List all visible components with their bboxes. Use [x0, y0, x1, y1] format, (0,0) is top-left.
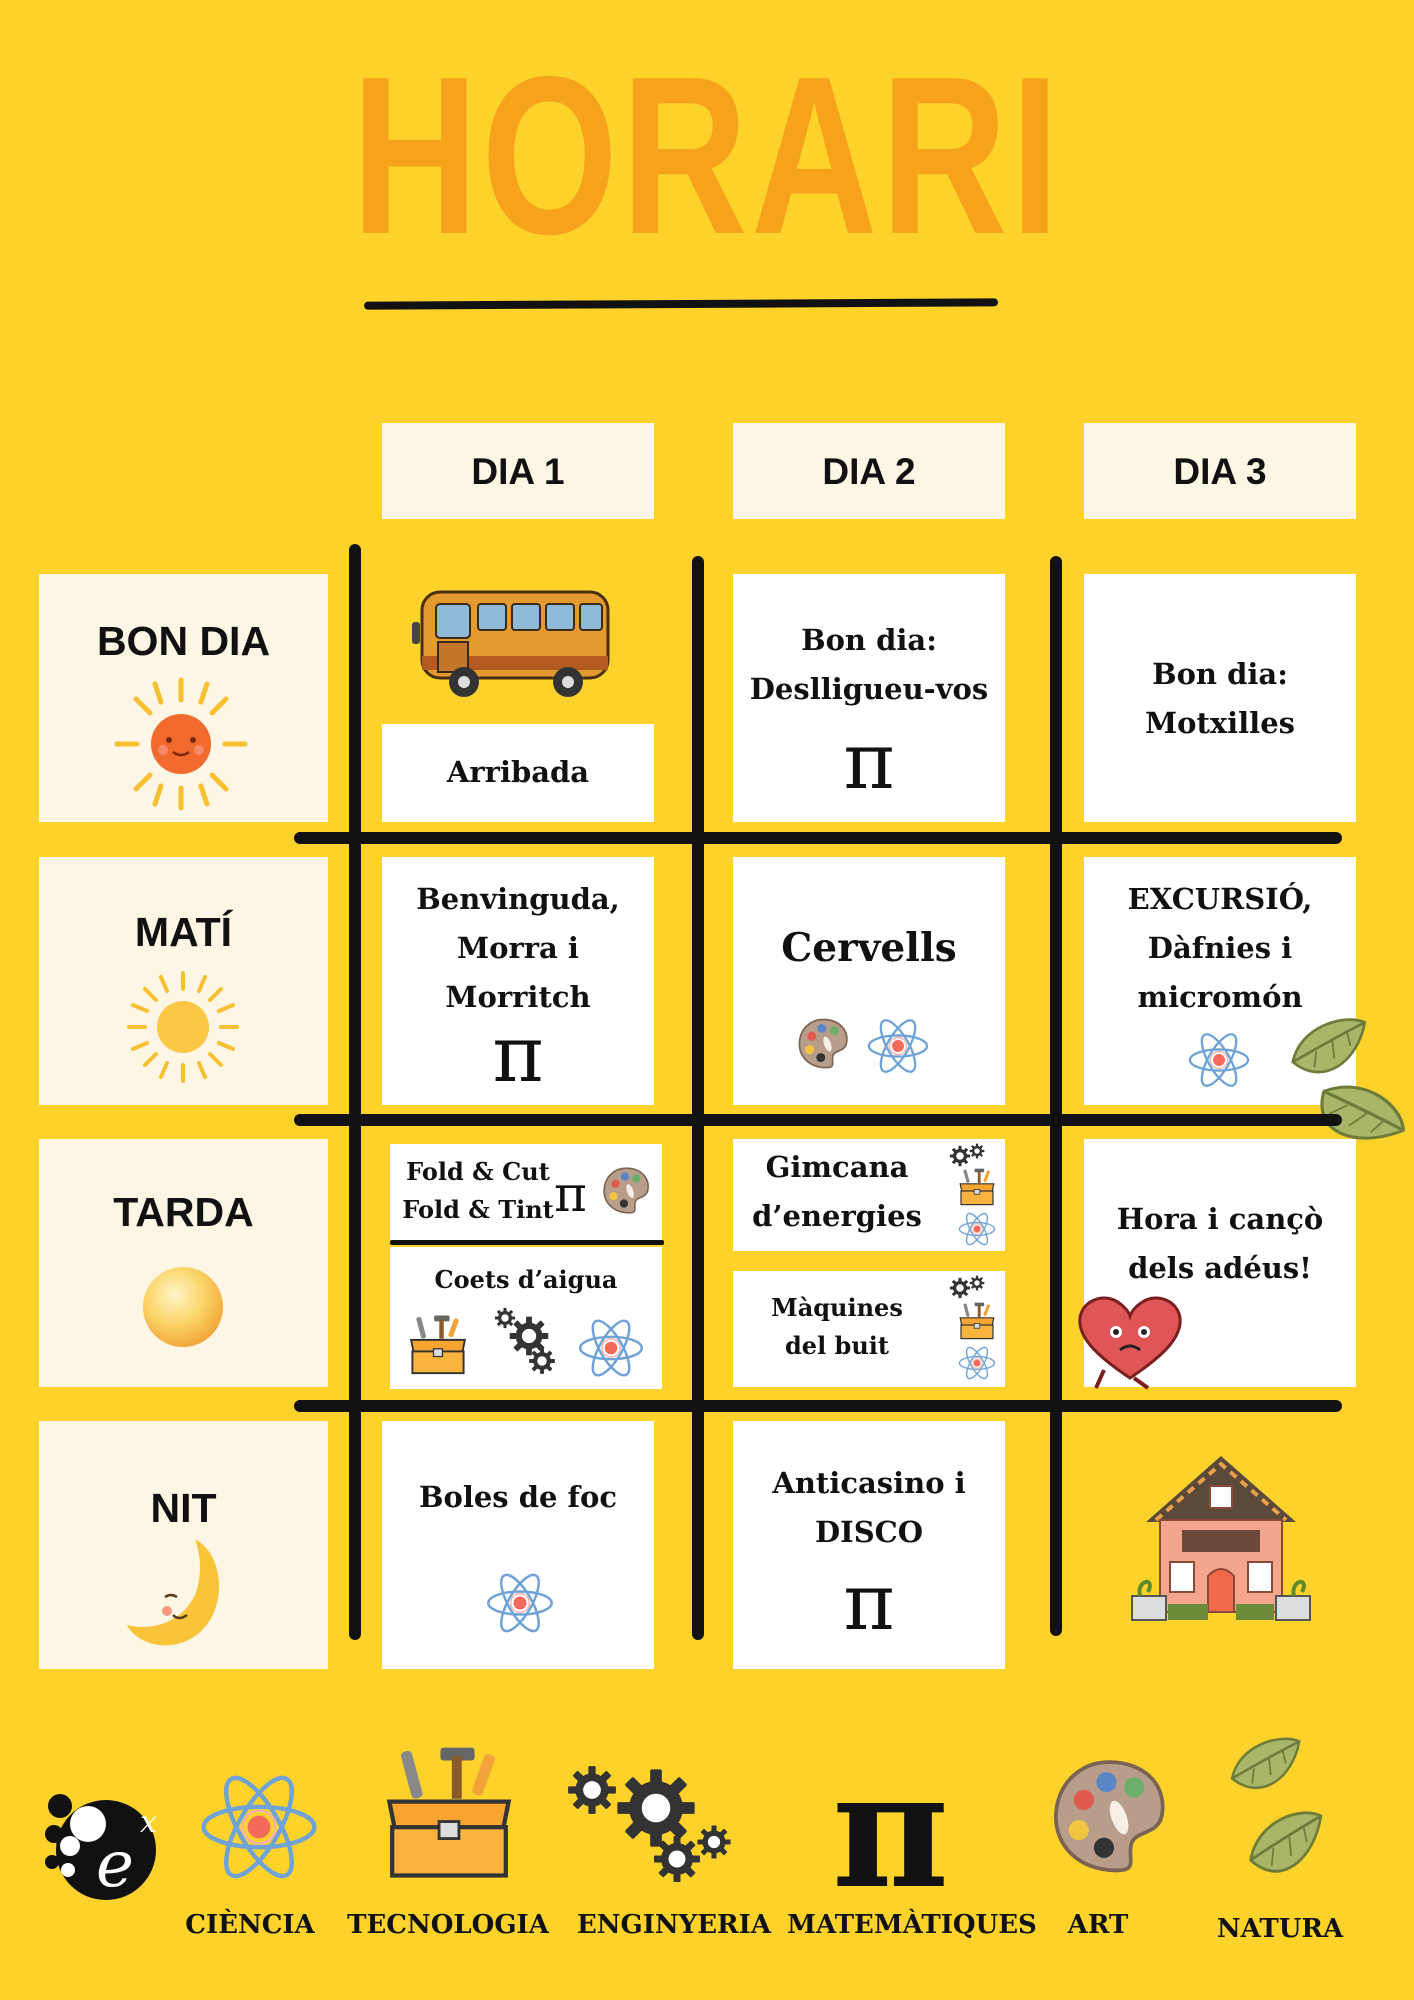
- heart-icon: [1074, 1292, 1186, 1392]
- legend-label-natura: NATURA: [1216, 1914, 1344, 1944]
- row-label-mati: [39, 857, 328, 1105]
- legend-gear-icon: [652, 1834, 702, 1884]
- atom-icon: [1186, 1027, 1252, 1093]
- row-label-tarda: [39, 1139, 328, 1387]
- cell-mati-dia2: [733, 857, 1005, 1105]
- bus-icon: [408, 584, 616, 702]
- day-header-1-label: DIA 1: [471, 451, 565, 492]
- logo-ex: [40, 1786, 168, 1904]
- row-label-tarda-text: TARDA: [113, 1189, 254, 1235]
- cell-nit-dia2-line1: Anticasino i: [772, 1466, 966, 1500]
- cell-mati-dia3-line1: EXCURSIÓ,: [1127, 882, 1313, 916]
- legend-label-enginyeria: ENGINYERIA: [576, 1910, 772, 1940]
- grid-line-horizontal: [294, 1400, 1342, 1412]
- toolbox-icon: [406, 1313, 470, 1377]
- legend-label-matematiques: MATEMÀTIQUES: [787, 1910, 1037, 1940]
- legend-leaf-icon: [1240, 1800, 1328, 1900]
- row-label-mati-text: MATÍ: [134, 909, 233, 955]
- palette-icon: [795, 1015, 851, 1071]
- atom-icon: [957, 1209, 997, 1249]
- day-header-3-label: DIA 3: [1173, 451, 1267, 492]
- grid-line-vertical: [1050, 556, 1062, 1636]
- cell-tarda-dia3-line1: Hora i cançò: [1116, 1202, 1324, 1236]
- grid-line-vertical: [349, 544, 361, 1640]
- cell-bondia-dia2-line2: Deslligueu-vos: [749, 672, 989, 706]
- atom-icon: [957, 1343, 997, 1383]
- cell-tarda-dia1-a: [390, 1144, 662, 1244]
- cell-bondia-dia3-line1: Bon dia:: [1152, 657, 1288, 691]
- sun-smiling-icon: [111, 674, 251, 814]
- row-label-nit: [39, 1421, 328, 1669]
- toolbox-icon: [957, 1167, 997, 1207]
- legend-gear-icon: [566, 1764, 618, 1816]
- cell-bondia-dia2: [733, 574, 1005, 822]
- legend-gear-icon: [696, 1824, 732, 1860]
- gear-icon: [494, 1307, 516, 1329]
- cell-mati-dia3-line2: Dàfnies i: [1147, 931, 1293, 965]
- row-label-bondia-text: BON DIA: [96, 618, 271, 664]
- cell-mati-dia1-line3: Morritch: [445, 980, 591, 1014]
- cell-nit-dia2-line2: DISCO: [815, 1515, 923, 1549]
- gear-icon: [969, 1275, 985, 1291]
- cell-bondia-dia2-line1: Bon dia:: [801, 623, 937, 657]
- svg-text:e: e: [96, 1828, 134, 1902]
- sun-icon: [125, 969, 241, 1085]
- house-icon: [1126, 1446, 1316, 1636]
- gear-icon: [949, 1277, 971, 1299]
- cell-mati-dia1-line2: Morra i: [457, 931, 579, 965]
- palette-icon: [600, 1164, 652, 1216]
- cell-nit-dia1: [382, 1421, 654, 1669]
- grid-line-horizontal: [294, 832, 1342, 844]
- grid-line-vertical: [692, 556, 704, 1640]
- cell-mati-dia3-line3: micromón: [1137, 980, 1303, 1014]
- day-header-1: [382, 423, 654, 519]
- cell-bondia-dia1-text: Arribada: [446, 755, 590, 789]
- cell-bondia-dia3-line2: Motxilles: [1145, 706, 1295, 740]
- legend-matematiques-icon: π: [832, 1736, 950, 1924]
- divider: [390, 1240, 664, 1245]
- cell-tarda-dia1-a-line2: Fold & Tint: [402, 1195, 554, 1224]
- title-underline: [364, 298, 998, 309]
- legend-label-tecnologia: TECNOLOGIA: [347, 1910, 549, 1940]
- evening-sun-icon: [137, 1261, 229, 1353]
- page-title: HORARI: [351, 29, 1063, 281]
- cell-tarda-dia2-b-line1: Màquines: [771, 1293, 903, 1322]
- legend-label-ciencia: CIÈNCIA: [185, 1910, 315, 1940]
- cell-tarda-dia2-a: [733, 1139, 1005, 1251]
- cell-tarda-dia2-a-line1: Gimcana: [765, 1150, 909, 1184]
- moon-icon: [123, 1533, 235, 1653]
- legend-label-art: ART: [1067, 1910, 1129, 1940]
- legend-ciencia-icon: [196, 1764, 322, 1890]
- gear-icon: [969, 1143, 985, 1159]
- cell-tarda-dia1-b: [390, 1247, 662, 1389]
- math-pi-icon: π: [554, 1165, 587, 1223]
- cell-bondia-dia3: [1084, 574, 1356, 822]
- cell-tarda-dia3-line2: dels adéus!: [1128, 1251, 1312, 1285]
- cell-mati-dia1-line1: Benvinguda,: [416, 882, 620, 916]
- row-label-nit-text: NIT: [150, 1485, 217, 1531]
- cell-tarda-dia2-a-line2: d’energies: [752, 1199, 922, 1233]
- math-pi-icon: π: [843, 1558, 895, 1648]
- cell-mati-dia2-text: Cervells: [781, 925, 957, 971]
- math-pi-icon: π: [843, 717, 895, 807]
- row-label-bondia: [39, 574, 328, 822]
- gear-icon: [528, 1347, 556, 1375]
- day-header-2: [733, 423, 1005, 519]
- cell-tarda-dia1-a-line1: Fold & Cut: [406, 1157, 550, 1186]
- day-header-2-label: DIA 2: [822, 451, 916, 492]
- cell-tarda-dia2-b: [733, 1271, 1005, 1387]
- cell-nit-dia2: [733, 1421, 1005, 1669]
- svg-text:x: x: [140, 1805, 157, 1840]
- atom-icon: [576, 1313, 646, 1383]
- grid-line-horizontal: [294, 1114, 1342, 1126]
- cell-tarda-dia1-b-text: Coets d’aigua: [434, 1265, 618, 1294]
- cell-bondia-dia1: [382, 724, 654, 822]
- cell-nit-dia1-text: Boles de foc: [418, 1480, 618, 1514]
- atom-icon: [865, 1013, 931, 1079]
- legend-art-icon: [1046, 1752, 1172, 1878]
- legend-tecnologia-icon: [378, 1742, 520, 1884]
- toolbox-icon: [957, 1301, 997, 1341]
- cell-mati-dia1: [382, 857, 654, 1105]
- atom-icon: [484, 1567, 556, 1639]
- gear-icon: [949, 1145, 971, 1167]
- day-header-3: [1084, 423, 1356, 519]
- math-pi-icon: π: [492, 1010, 544, 1100]
- cell-tarda-dia2-b-line2: del buit: [785, 1331, 889, 1360]
